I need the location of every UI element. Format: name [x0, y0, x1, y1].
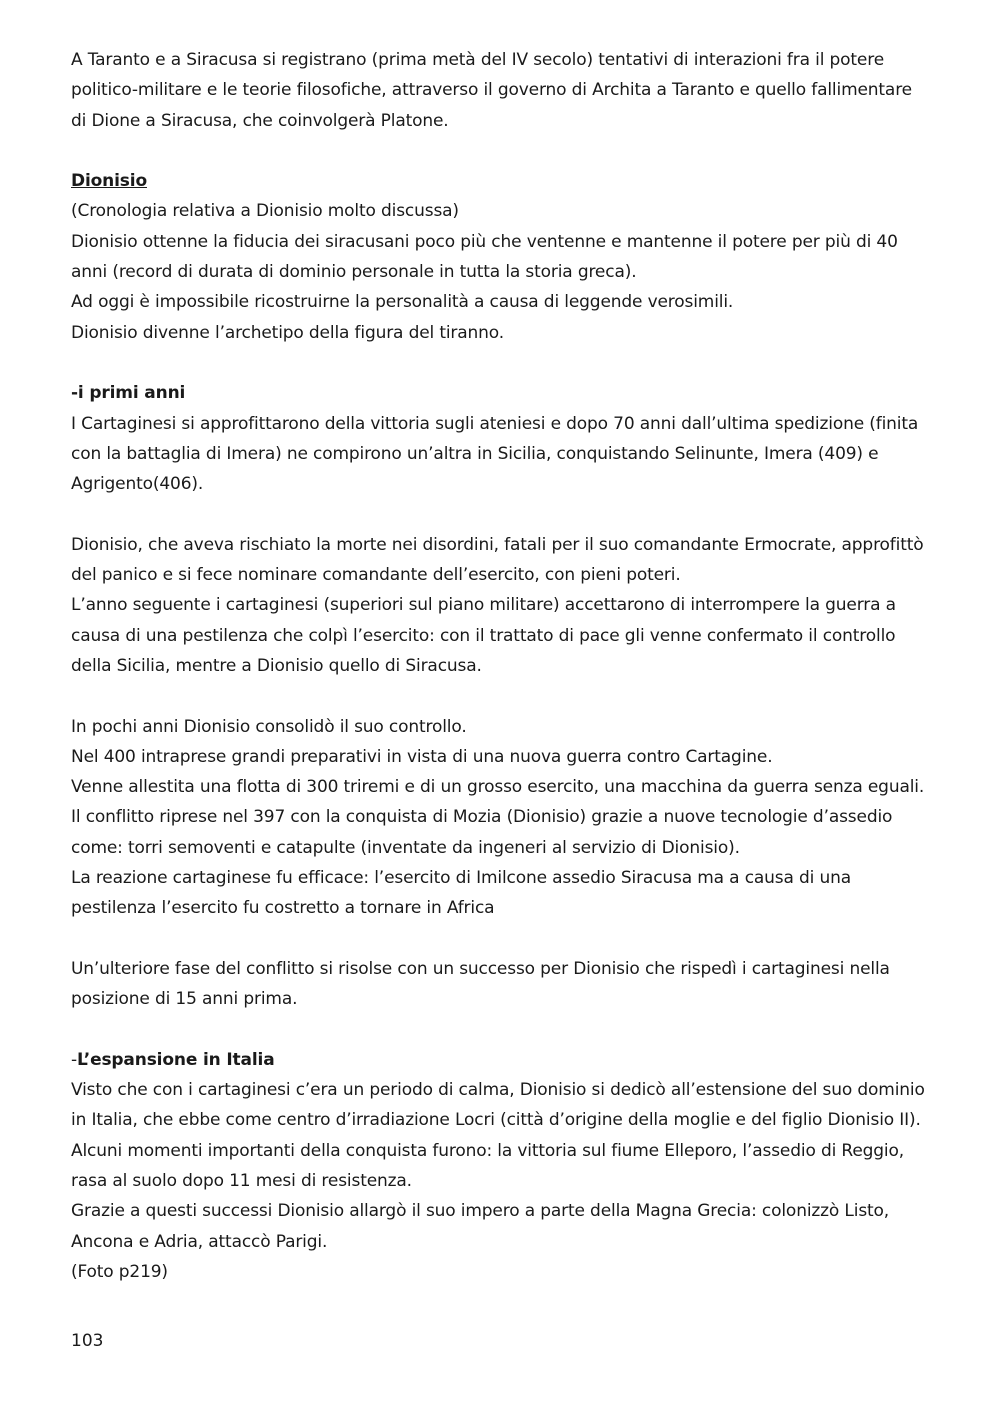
text-line: di Dione a Siracusa, che coinvolgerà Platone. — [71, 110, 449, 131]
section-primi-anni — [71, 378, 941, 1014]
text-line: Dionisio, che aveva rischiato la morte nei disordini, fatali per il suo comandante Ermocrate, approfittò — [71, 534, 924, 555]
section-heading: Dionisio — [71, 171, 147, 192]
text-line: pestilenza l’esercito fu costretto a tornare in Africa — [71, 898, 495, 919]
spacer — [71, 499, 941, 529]
text-line: in Italia, che ebbe come centro d’irradiazione Locri (città d’origine della moglie e del figlio Dionisio II). — [71, 1110, 921, 1131]
text-line: Alcuni momenti importanti della conquista furono: la vittoria sul fiume Elleporo, l’assedio di Reggio, — [71, 1140, 904, 1161]
text-line: Agrigento(406). — [71, 474, 204, 495]
intro-paragraph — [71, 45, 941, 136]
section-espansione — [71, 1045, 941, 1287]
text-line: del panico e si fece nominare comandante dell’esercito, con pieni poteri. — [71, 565, 681, 586]
spacer — [71, 1015, 941, 1045]
text-line: Il conflitto riprese nel 397 con la conquista di Mozia (Dionisio) grazie a nuove tecnologie d’assedio — [71, 807, 893, 828]
spacer — [71, 924, 941, 954]
text-line: I Cartaginesi si approfittarono della vittoria sugli ateniesi e dopo 70 anni dall’ultima spedizione (finita — [71, 413, 919, 434]
text-line: Venne allestita una flotta di 300 triremi e di un grosso esercito, una macchina da guerra senza eguali. — [71, 777, 925, 798]
spacer — [71, 348, 941, 378]
text-line: Nel 400 intraprese grandi preparativi in vista di una nuova guerra contro Cartagine. — [71, 746, 773, 767]
text-line: come: torri semoventi e catapulte (inventate da ingeneri al servizio di Dionisio). — [71, 837, 740, 858]
heading-prefix: - — [71, 1049, 77, 1070]
spacer — [71, 136, 941, 166]
text-line: politico-militare e le teorie filosofiche, attraverso il governo di Archita a Taranto e quello fallimentare — [71, 80, 912, 101]
text-line: (Foto p219) — [71, 1261, 168, 1282]
spacer — [71, 681, 941, 711]
page-number: 103 — [71, 1331, 104, 1351]
text-line: L’anno seguente i cartaginesi (superiori sul piano militare) accettarono di interrompere la guerra a — [71, 595, 896, 616]
text-line: Un’ulteriore fase del conflitto si risolse con un successo per Dionisio che rispedì i cartaginesi nella — [71, 958, 890, 979]
section-heading: -i primi anni — [71, 383, 186, 404]
heading-text: L’espansione in Italia — [76, 1049, 275, 1070]
text-line: (Cronologia relativa a Dionisio molto discussa) — [71, 201, 459, 222]
text-line: causa di una pestilenza che colpì l’esercito: con il trattato di pace gli venne confermato il controllo — [71, 625, 896, 646]
section-dionisio — [71, 166, 941, 348]
text-line: posizione di 15 anni prima. — [71, 989, 298, 1010]
section-heading — [71, 1045, 941, 1075]
text-line: La reazione cartaginese fu efficace: l’esercito di Imilcone assedio Siracusa ma a causa di una — [71, 868, 852, 889]
text-line: anni (record di durata di dominio personale in tutta la storia greca). — [71, 262, 637, 283]
text-line: Ancona e Adria, attaccò Parigi. — [71, 1231, 328, 1252]
text-line: A Taranto e a Siracusa si registrano (prima metà del IV secolo) tentativi di interazioni fra il potere — [71, 50, 885, 70]
text-line: Ad oggi è impossibile ricostruirne la personalità a causa di leggende verosimili. — [71, 292, 734, 313]
document-page — [71, 45, 941, 1287]
text-line: In pochi anni Dionisio consolidò il suo controllo. — [71, 716, 467, 737]
text-line: della Sicilia, mentre a Dionisio quello di Siracusa. — [71, 655, 482, 676]
text-line: Dionisio divenne l’archetipo della figura del tiranno. — [71, 322, 504, 343]
text-line: Grazie a questi successi Dionisio allargò il suo impero a parte della Magna Grecia: colonizzò Listo, — [71, 1201, 890, 1222]
text-line: rasa al suolo dopo 11 mesi di resistenza. — [71, 1170, 412, 1191]
text-line: Visto che con i cartaginesi c’era un periodo di calma, Dionisio si dedicò all’estensione del suo dominio — [71, 1080, 925, 1101]
text-line: Dionisio ottenne la fiducia dei siracusani poco più che ventenne e mantenne il potere per più di 40 — [71, 231, 898, 252]
text-line: con la battaglia di Imera) ne compirono un’altra in Sicilia, conquistando Selinunte, Imera (409) e — [71, 443, 879, 464]
